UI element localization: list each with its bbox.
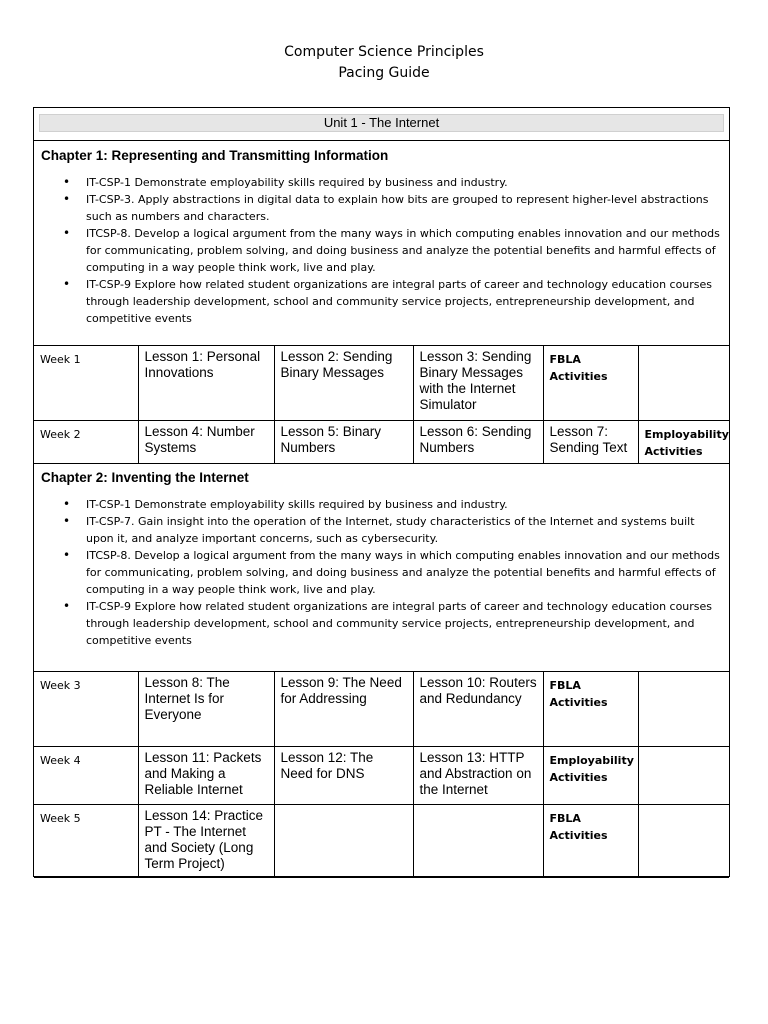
unit-title: Unit 1 - The Internet xyxy=(39,114,724,132)
lesson-cell: Lesson 14: Practice PT - The Internet and Society (Long Term Project) xyxy=(138,804,274,877)
objective-item: • IT-CSP-1 Demonstrate employability skills required by business and industry. xyxy=(58,496,723,513)
lesson-cell xyxy=(274,804,413,877)
objective-item: • IT-CSP-3. Apply abstractions in digital data to explain how bits are grouped to represent higher-level abstractions such as numbers and characters. xyxy=(58,191,723,225)
week-label: Week 1 xyxy=(34,346,138,420)
lesson-cell: Lesson 2: Sending Binary Messages xyxy=(274,346,413,420)
lesson-cell: Lesson 3: Sending Binary Messages with the Internet Simulator xyxy=(413,346,543,420)
week-row xyxy=(34,804,729,877)
week-row xyxy=(34,346,729,420)
week-row xyxy=(34,672,729,746)
objective-item: • IT-CSP-1 Demonstrate employability skills required by business and industry. xyxy=(58,174,723,191)
chapter-2-weeks-table xyxy=(34,672,729,878)
chapter-title: Chapter 1: Representing and Transmitting Information xyxy=(41,148,389,163)
objective-item: • IT-CSP-7. Gain insight into the operation of the Internet, study characteristics of the Internet and systems built upon it, and analyze important concerns, such as cybersecurity. xyxy=(58,513,723,547)
lesson-cell: Lesson 9: The Need for Addressing xyxy=(274,672,413,746)
lesson-cell xyxy=(413,804,543,877)
activity-cell: FBLA Activities xyxy=(543,346,638,420)
lesson-cell: Lesson 11: Packets and Making a Reliable Internet xyxy=(138,746,274,804)
activity-cell: Employability Activities xyxy=(543,746,638,804)
activity-cell xyxy=(638,346,729,420)
week-label: Week 4 xyxy=(34,746,138,804)
activity-cell xyxy=(638,746,729,804)
lesson-cell: Lesson 5: Binary Numbers xyxy=(274,420,413,463)
week-row xyxy=(34,420,729,463)
chapter-2-section xyxy=(34,463,729,672)
objective-item: • IT-CSP-9 Explore how related student organizations are integral parts of career and technology education courses through leadership development, school and community service projects, entrepreneurship development, and competitive events xyxy=(58,276,723,327)
pacing-guide-table xyxy=(33,107,730,877)
activity-cell: FBLA Activities xyxy=(543,672,638,746)
activity-cell: FBLA Activities xyxy=(543,804,638,877)
lesson-cell: Lesson 4: Number Systems xyxy=(138,420,274,463)
objective-item: • ITCSP-8. Develop a logical argument from the many ways in which computing enables innovation and our methods for communicating, problem solving, and doing business and analyze the potential benefits and harmful effects of computing in a way people think work, live and play. xyxy=(58,225,723,276)
unit-header xyxy=(34,108,729,141)
document-header xyxy=(0,42,768,84)
lesson-cell: Lesson 12: The Need for DNS xyxy=(274,746,413,804)
document-subtitle: Pacing Guide xyxy=(338,65,430,81)
lesson-cell: Lesson 13: HTTP and Abstraction on the Internet xyxy=(413,746,543,804)
week-label: Week 2 xyxy=(34,420,138,463)
week-label: Week 5 xyxy=(34,804,138,877)
week-row xyxy=(34,746,729,804)
activity-cell xyxy=(638,672,729,746)
chapter-title: Chapter 2: Inventing the Internet xyxy=(41,470,249,485)
chapter-1-weeks-table xyxy=(34,346,729,464)
lesson-cell: Lesson 10: Routers and Redundancy xyxy=(413,672,543,746)
objective-item: • IT-CSP-9 Explore how related student organizations are integral parts of career and technology education courses through leadership development, school and community service projects, entrepreneurship development, and competitive events xyxy=(58,598,723,649)
lesson-cell: Lesson 8: The Internet Is for Everyone xyxy=(138,672,274,746)
week-label: Week 3 xyxy=(34,672,138,746)
activity-cell xyxy=(638,804,729,877)
chapter-1-section xyxy=(34,141,729,346)
lesson-cell: Lesson 7: Sending Text xyxy=(543,420,638,463)
lesson-cell: Lesson 1: Personal Innovations xyxy=(138,346,274,420)
objectives-list xyxy=(58,496,723,649)
lesson-cell: Lesson 6: Sending Numbers xyxy=(413,420,543,463)
document-title: Computer Science Principles xyxy=(284,44,484,60)
objectives-list xyxy=(58,174,723,327)
objective-item: • ITCSP-8. Develop a logical argument from the many ways in which computing enables innovation and our methods for communicating, problem solving, and doing business and analyze the potential benefits and harmful effects of computing in a way people think work, live and play. xyxy=(58,547,723,598)
activity-cell: Employability Activities xyxy=(638,420,729,463)
